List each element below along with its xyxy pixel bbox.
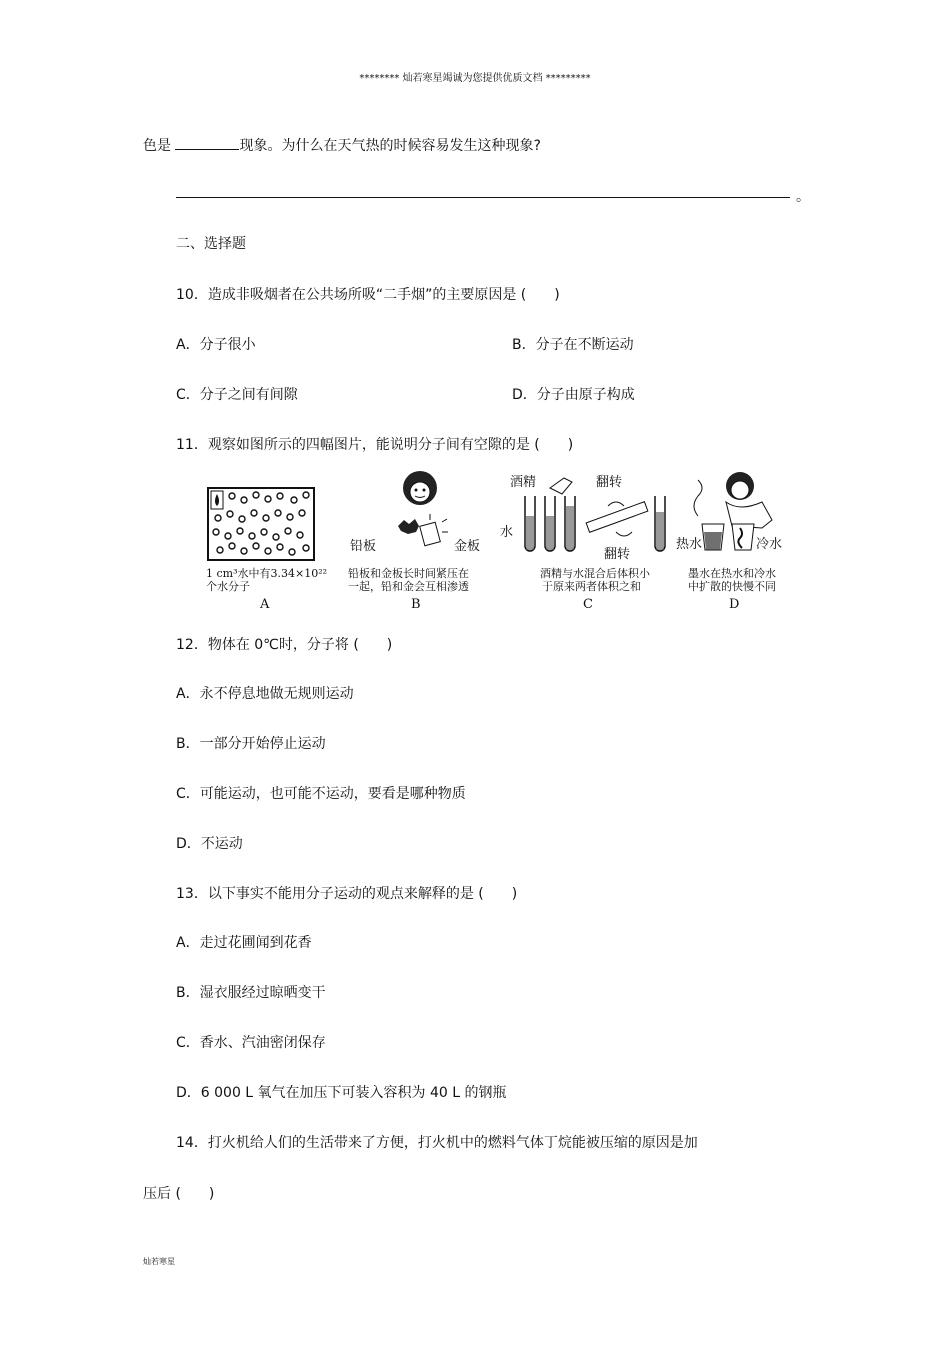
section-title: 二、选择题 [176,236,246,252]
q11-stem: 11．观察如图所示的四幅图片，能说明分子间有空隙的是 ( ) [176,437,574,453]
panel-c [500,474,665,612]
q12-option-d: D．不运动 [176,836,243,852]
q10-stem: 10．造成非吸烟者在公共场所吸“二手烟”的主要原因是 ( ) [176,287,560,303]
q12-option-a: A．永不停息地做无规则运动 [176,686,354,702]
intro-line [143,135,541,155]
q13-option-a: A．走过花圃闻到花香 [176,935,312,951]
panel-c-letter: C [583,597,593,612]
intro-start: 色是 [143,138,176,154]
q12-stem: 12．物体在 0℃时，分子将 ( ) [176,637,393,653]
gold-block-icon [420,522,441,545]
steam-icon [694,480,702,516]
water-box [208,488,314,560]
water-drop-icon [215,494,219,506]
page-footer: 灿若寒星 [143,1257,175,1266]
q13-option-b: B．湿衣服经过晾晒变干 [176,985,326,1001]
q13-option-c: C．香水、汽油密闭保存 [176,1035,326,1051]
intro-end: 现象。为什么在天气热的时候容易发生这种现象? [239,138,541,154]
q14-stem: 14．打火机给人们的生活带来了方便，打火机中的燃料气体丁烷能被压缩的原因是加 [176,1135,698,1151]
answer-line [176,197,790,198]
q10-option-c: C．分子之间有间隙 [176,387,298,403]
flip-arrow-icon [608,502,624,506]
label-flip-1: 翻转 [596,475,623,490]
flip-arrow-icon-2 [616,532,632,536]
fill-blank [175,137,239,150]
answer-end: 。 [796,189,810,205]
panel-a-caption-2: 个水分子 [206,580,250,593]
q13-option-d: D．6 000 L 氧气在加压下可装入容积为 40 L 的钢瓶 [176,1085,507,1101]
q10-option-d: D．分子由原子构成 [512,387,635,403]
panel-b-letter: B [411,597,421,612]
label-hot: 热水 [676,537,703,552]
q11-figure [198,466,798,614]
label-gold: 金板 [454,539,481,554]
panel-b-caption-1: 铅板和金板长时间紧压在 [348,567,469,580]
q14-stem-cont: 压后 ( ) [143,1186,215,1202]
panel-d-caption-1: 墨水在热水和冷水 [688,567,776,580]
q10-option-a: A．分子很小 [176,337,256,353]
face-icon [410,482,430,502]
panel-a-caption-1: 1 cm³水中有3.34×10²² [206,567,328,580]
water-molecules [213,492,309,555]
q12-option-c: C．可能运动，也可能不运动，要看是哪种物质 [176,786,466,802]
panel-d-letter: D [729,597,740,612]
q10-option-b: B．分子在不断运动 [512,337,634,353]
panel-a-letter: A [260,597,270,612]
page-header: ******** 灿若寒星竭诚为您提供优质文档 ********* [359,73,591,84]
panel-d-caption-2: 中扩散的快慢不同 [688,580,776,593]
cold-beaker-icon [732,524,754,550]
tilted-tube-icon [586,502,648,533]
panel-d [676,472,782,612]
beaker-icon [550,478,572,494]
panel-c-caption-2: 于原来两者体积之和 [542,580,641,593]
label-alcohol: 酒精 [510,475,537,490]
label-lead: 铅板 [350,539,377,554]
label-cold: 冷水 [756,537,783,552]
panel-b-caption-2: 一起，铅和金会互相渗透 [348,580,469,593]
label-water: 水 [500,525,514,540]
q12-option-b: B．一部分开始停止运动 [176,736,326,752]
q11-figure-svg [198,466,798,614]
panel-c-caption-1: 酒精与水混合后体积小 [540,567,650,580]
panel-b [348,471,480,612]
panel-a [206,488,327,612]
q13-stem: 13．以下事实不能用分子运动的观点来解释的是 ( ) [176,886,518,902]
lead-block-icon [398,519,419,534]
label-flip-2: 翻转 [604,547,631,562]
